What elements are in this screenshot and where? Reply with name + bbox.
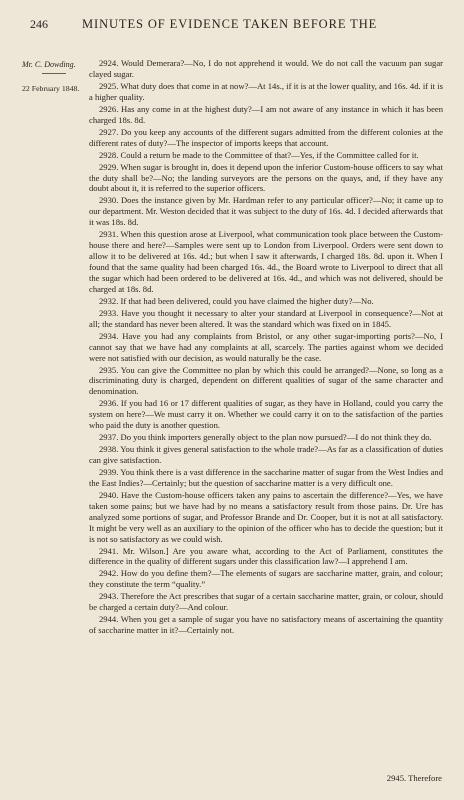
question-2935: 2935. You can give the Committee no plan by which this could be arranged?—None, so long as a discriminating duty is charged, dependent on different qualities of sugar of the same character and denomination.	[89, 364, 443, 397]
question-2930: 2930. Does the instance given by Mr. Hardman refer to any particular officer?—No; it came up to our department. Mr. Weston decided that it was subject to the duty of 16s. 4d. I decided afterwards that it was 18s. 8d.	[89, 195, 443, 228]
question-2928: 2928. Could a return be made to the Committee of that?—Yes, if the Committee called for it.	[99, 149, 419, 160]
question-2927: 2927. Do you keep any accounts of the different sugars admitted from the different colonies at the different rates of duty?—The inspector of imports keeps that account.	[89, 126, 443, 148]
question-2929: 2929. When sugar is brought in, does it depend upon the inferior Custom-house officers to say what the duty shall be?—No; the landing surveyors are the persons on the quays, and, if they have any doubt about it, it is referred to the superior officers.	[89, 161, 443, 194]
question-2939: 2939. You think there is a vast difference in the saccharine matter of sugar from the West Indies and the East Indies?—Certainly; but the question of saccharine matter is a very difficult one.	[89, 467, 443, 488]
question-2938: 2938. You think it gives general satisfaction to the whole trade?—As far as a classification of duties can give satisfaction.	[89, 444, 443, 466]
question-2926: 2926. Has any come in at the highest duty?—I am not aware of any instance in which it has been charged 18s. 8d.	[89, 103, 443, 125]
running-head: MINUTES OF EVIDENCE TAKEN BEFORE THE	[82, 17, 378, 31]
evidence-date: 22 February 1848.	[22, 84, 80, 93]
question-2925: 2925. What duty does that come in at now?—At 14s., if it is at the lower quality, and 16s. 4d. if it is a higher quality.	[89, 80, 443, 102]
margin-note	[22, 59, 82, 94]
question-2924: 2924. Would Demerara?—No, I do not apprehend it would. We do not call the vacuum pan sugar clayed sugar.	[89, 58, 443, 79]
question-2931: 2931. When this question arose at Liverpool, what communication took place between the Custom-house there and here?—Samples were sent up to London from Liverpool. Orders were sent down to allow it to be delivered at 16s. 4d.; but when I saw it afterwards, I charged 18s. 8d. upon it. When I found that the same quality had been charged 16s. 4d., the Board wrote to Liverpool to direct that all the sugar which had been ordered to be delivered at 16s. 4d., and which was not delivered, should be charged at 18s. 8d.	[89, 229, 443, 294]
catchword: 2945. Therefore	[386, 773, 442, 783]
question-2937: 2937. Do you think importers generally object to the plan now pursued?—I do not think they do.	[99, 432, 432, 443]
evidence-text	[89, 58, 443, 637]
question-2942: 2942. How do you define them?—The elements of sugars are saccharine matter, grain, and colour; they constitute the term “quality.”	[89, 568, 443, 590]
question-2934: 2934. Have you had any complaints from Bristol, or any other sugar-importing ports?—No, I cannot say that we have had any complaints at all, scarcely. The parties against whom we decided were not satisfied with our decision, as would naturally be the case.	[89, 330, 443, 363]
question-2941: 2941. Mr. Wilson.] Are you aware what, according to the Act of Parliament, constitutes the difference in the quality of different sugars under this classification law?—I apprehend I am.	[89, 545, 443, 567]
page-header	[0, 17, 464, 33]
question-2933: 2933. Have you thought it necessary to alter your standard at Liverpool in consequence?—Not at all; the standard has never been altered. It was the standard which was fixed on in 1845.	[89, 307, 443, 329]
question-2936: 2936. If you had 16 or 17 different qualities of sugar, as they have in Holland, could you carry the system on here?—We must carry it on. Whether we could carry it on to the satisfaction of the parties who paid the duty is another question.	[89, 398, 443, 431]
margin-rule	[42, 73, 66, 74]
question-2943: 2943. Therefore the Act prescribes that sugar of a certain saccharine matter, grain, or colour, should be charged a certain duty?—And colour.	[89, 591, 443, 613]
witness-name: Mr. C. Dowding.	[22, 60, 76, 69]
question-2932: 2932. If that had been delivered, could you have claimed the higher duty?—No.	[99, 295, 374, 306]
page-number: 246	[30, 17, 48, 31]
question-2944: 2944. When you get a sample of sugar you have no satisfactory means of ascertaining the quantity of saccharine matter in it?—Certainly not.	[89, 614, 443, 636]
question-2940: 2940. Have the Custom-house officers taken any pains to ascertain the difference?—Yes, we have taken some pains; but we have had by no means a satisfactory result from those pains. Dr. Ure has analyzed some portions of sugar, and Professor Brande and Dr. Cooper, but it is not at all satisfactory. It might be very well as an auxiliary to the opinion of the officer who has to decide the question; but it is not so satisfactory as we could wish.	[89, 489, 443, 544]
